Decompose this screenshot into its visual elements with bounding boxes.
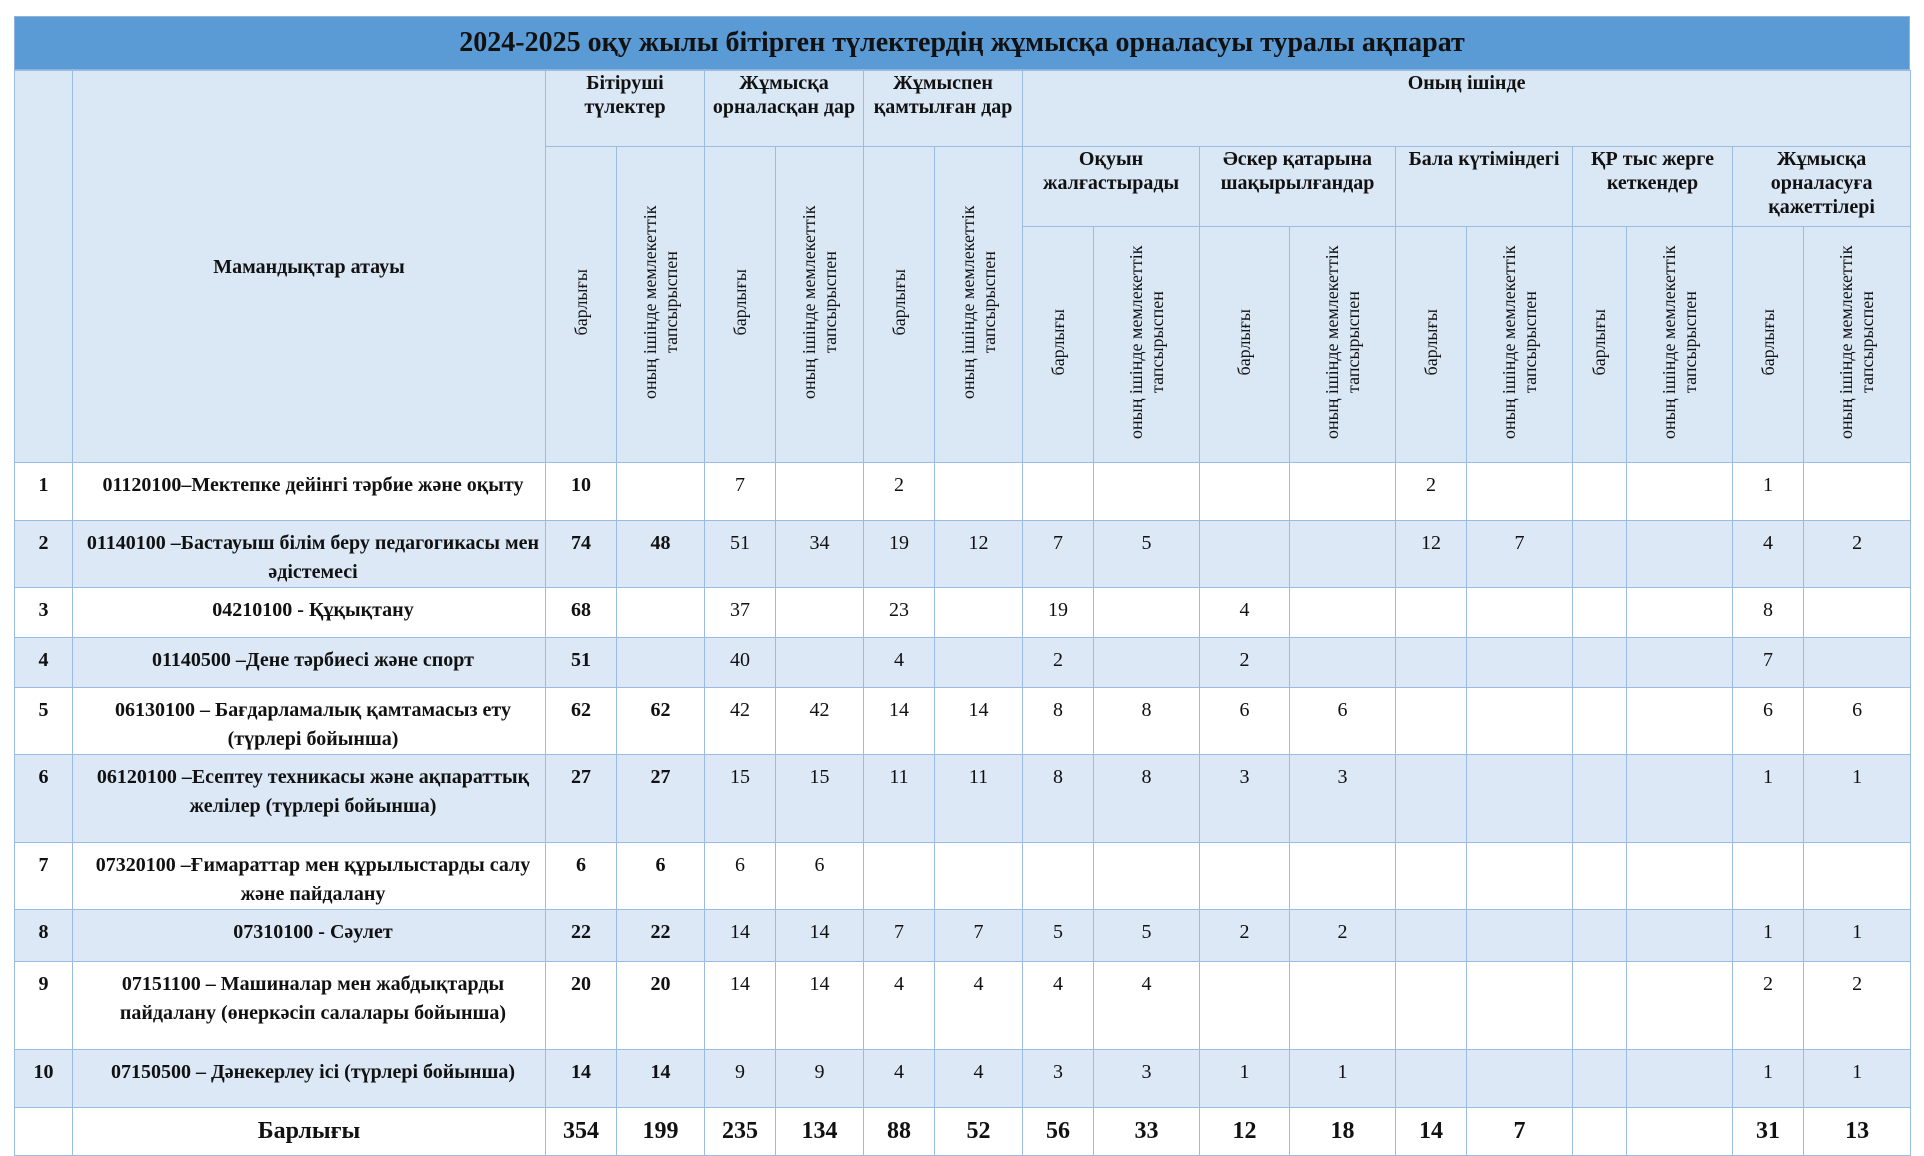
- table-cell: [776, 638, 864, 688]
- table-cell: 3: [1200, 755, 1290, 843]
- total-cell: 52: [935, 1108, 1023, 1156]
- table-cell: 14: [546, 1050, 617, 1108]
- table-cell: 9: [776, 1050, 864, 1108]
- table-cell: 74: [546, 521, 617, 588]
- table-cell: 7: [705, 463, 776, 521]
- table-cell: [617, 588, 705, 638]
- table-cell: 8: [1094, 688, 1200, 755]
- total-cell: 235: [705, 1108, 776, 1156]
- table-cell: [1467, 588, 1573, 638]
- table-row: [15, 755, 1911, 843]
- row-number: 5: [15, 688, 73, 755]
- header-continue-study: Оқуын жалғастырады: [1023, 147, 1200, 227]
- table-cell: 40: [705, 638, 776, 688]
- table-cell: [1467, 463, 1573, 521]
- table-row: [15, 962, 1911, 1050]
- table-cell: 7: [1733, 638, 1804, 688]
- header-need-employment-state: оның ішінде мемлекеттік тапсырыспен: [1804, 227, 1911, 463]
- table-cell: [1627, 638, 1733, 688]
- header-specialty: Мамандықтар атауы: [73, 71, 546, 463]
- table-cell: [1290, 588, 1396, 638]
- row-number: 1: [15, 463, 73, 521]
- table-body: [15, 463, 1911, 1156]
- table-cell: [1094, 638, 1200, 688]
- specialty-name: 07150500 – Дәнекерлеу ісі (түрлері бойынша): [73, 1050, 546, 1108]
- table-cell: 8: [1094, 755, 1200, 843]
- table-cell: 11: [864, 755, 935, 843]
- table-cell: [1467, 688, 1573, 755]
- header-graduates-state: оның ішінде мемлекеттік тапсырыспен: [617, 147, 705, 463]
- total-label: Барлығы: [73, 1108, 546, 1156]
- table-cell: [1094, 843, 1200, 910]
- table-cell: 48: [617, 521, 705, 588]
- table-cell: 2: [1804, 962, 1911, 1050]
- table-cell: 6: [705, 843, 776, 910]
- table-cell: [1094, 588, 1200, 638]
- table-cell: 62: [617, 688, 705, 755]
- header-childcare: Бала күтіміндегі: [1396, 147, 1573, 227]
- specialty-name: 01140100 –Бастауыш білім беру педагогикасы мен әдістемесі: [73, 521, 546, 588]
- table-cell: [1467, 962, 1573, 1050]
- table-cell: 2: [1396, 463, 1467, 521]
- row-number: 4: [15, 638, 73, 688]
- table-cell: 42: [776, 688, 864, 755]
- table-cell: [1627, 843, 1733, 910]
- table-cell: 7: [1467, 521, 1573, 588]
- table-cell: 6: [1200, 688, 1290, 755]
- table-cell: 27: [546, 755, 617, 843]
- table-cell: [1396, 588, 1467, 638]
- table-cell: [935, 843, 1023, 910]
- table-cell: 2: [1733, 962, 1804, 1050]
- table-cell: [1200, 521, 1290, 588]
- table-cell: 2: [1200, 910, 1290, 962]
- table-cell: [935, 638, 1023, 688]
- total-cell: 31: [1733, 1108, 1804, 1156]
- table-row: [15, 463, 1911, 521]
- table-cell: 14: [617, 1050, 705, 1108]
- header-employed-total: барлығы: [705, 147, 776, 463]
- header-continue-study-total: барлығы: [1023, 227, 1094, 463]
- table-cell: 14: [705, 962, 776, 1050]
- specialty-name: 06130100 – Бағдарламалық қамтамасыз ету (түрлері бойынша): [73, 688, 546, 755]
- table-cell: 15: [776, 755, 864, 843]
- table-cell: [1804, 638, 1911, 688]
- table-cell: 1: [1804, 755, 1911, 843]
- row-number: 7: [15, 843, 73, 910]
- table-row: [15, 843, 1911, 910]
- table-cell: [1627, 688, 1733, 755]
- table-cell: [1573, 588, 1627, 638]
- table-cell: [1573, 521, 1627, 588]
- table-cell: [1396, 688, 1467, 755]
- table-cell: 7: [935, 910, 1023, 962]
- table-cell: 37: [705, 588, 776, 638]
- table-cell: [1627, 755, 1733, 843]
- table-row: [15, 521, 1911, 588]
- table-cell: 19: [1023, 588, 1094, 638]
- table-cell: 1: [1733, 910, 1804, 962]
- table-cell: [1573, 638, 1627, 688]
- row-number: 2: [15, 521, 73, 588]
- total-cell: 56: [1023, 1108, 1094, 1156]
- header-need-employment: Жұмысқа орналасуға қажеттілері: [1733, 147, 1911, 227]
- table-cell: 3: [1094, 1050, 1200, 1108]
- total-cell: 13: [1804, 1108, 1911, 1156]
- table-cell: [1467, 843, 1573, 910]
- table-cell: 12: [935, 521, 1023, 588]
- table-cell: 2: [1804, 521, 1911, 588]
- header-employed-state: оның ішінде мемлекеттік тапсырыспен: [776, 147, 864, 463]
- table-cell: 20: [617, 962, 705, 1050]
- table-cell: [1573, 843, 1627, 910]
- table-cell: [1396, 843, 1467, 910]
- table-cell: 14: [776, 962, 864, 1050]
- table-cell: 19: [864, 521, 935, 588]
- table-cell: 6: [776, 843, 864, 910]
- table-cell: [1396, 638, 1467, 688]
- table-cell: 5: [1094, 521, 1200, 588]
- table-cell: 68: [546, 588, 617, 638]
- table-cell: [1573, 1050, 1627, 1108]
- total-row: [15, 1108, 1911, 1156]
- table-cell: 1: [1200, 1050, 1290, 1108]
- table-cell: [1573, 463, 1627, 521]
- header-need-employment-total: барлығы: [1733, 227, 1804, 463]
- table-cell: [1804, 463, 1911, 521]
- table-cell: 10: [546, 463, 617, 521]
- table-cell: 1: [1733, 1050, 1804, 1108]
- header-army-total: барлығы: [1200, 227, 1290, 463]
- table-cell: 4: [1023, 962, 1094, 1050]
- table-cell: 4: [1200, 588, 1290, 638]
- table-cell: 6: [1733, 688, 1804, 755]
- header-army: Әскер қатарына шақырылғандар: [1200, 147, 1396, 227]
- table-row: [15, 638, 1911, 688]
- table-cell: [1200, 843, 1290, 910]
- table-cell: 5: [1023, 910, 1094, 962]
- report-container: [14, 16, 1910, 1156]
- table-cell: 6: [546, 843, 617, 910]
- header-number: [15, 71, 73, 463]
- table-cell: [1200, 463, 1290, 521]
- total-cell: 88: [864, 1108, 935, 1156]
- table-cell: 1: [1804, 1050, 1911, 1108]
- table-cell: 1: [1290, 1050, 1396, 1108]
- table-cell: [1467, 910, 1573, 962]
- header-continue-study-state: оның ішінде мемлекеттік тапсырыспен: [1094, 227, 1200, 463]
- total-number: [15, 1108, 73, 1156]
- table-cell: [1023, 463, 1094, 521]
- table-cell: 9: [705, 1050, 776, 1108]
- header-abroad: ҚР тыс жерге кеткендер: [1573, 147, 1733, 227]
- row-number: 6: [15, 755, 73, 843]
- table-cell: 4: [1733, 521, 1804, 588]
- header-provided-state: оның ішінде мемлекеттік тапсырыспен: [935, 147, 1023, 463]
- table-cell: [1023, 843, 1094, 910]
- table-cell: [1467, 755, 1573, 843]
- table-cell: [1573, 910, 1627, 962]
- table-cell: [1467, 1050, 1573, 1108]
- table-row: [15, 1050, 1911, 1108]
- table-cell: [1396, 962, 1467, 1050]
- specialty-name: 01120100–Мектепке дейінгі тәрбие және оқыту: [73, 463, 546, 521]
- table-cell: [1290, 962, 1396, 1050]
- table-cell: 11: [935, 755, 1023, 843]
- table-cell: 5: [1094, 910, 1200, 962]
- table-cell: [776, 588, 864, 638]
- header-including: Оның ішінде: [1023, 71, 1911, 147]
- table-row: [15, 588, 1911, 638]
- total-cell: 18: [1290, 1108, 1396, 1156]
- total-cell: [1573, 1108, 1627, 1156]
- table-cell: [1804, 843, 1911, 910]
- table-cell: [1627, 1050, 1733, 1108]
- table-cell: 6: [1804, 688, 1911, 755]
- total-cell: 14: [1396, 1108, 1467, 1156]
- table-cell: 1: [1733, 755, 1804, 843]
- table-cell: [1396, 1050, 1467, 1108]
- specialty-name: 04210100 - Құқықтану: [73, 588, 546, 638]
- table-cell: [776, 463, 864, 521]
- table-cell: 4: [864, 1050, 935, 1108]
- specialty-name: 01140500 –Дене тәрбиесі және спорт: [73, 638, 546, 688]
- header-childcare-total: барлығы: [1396, 227, 1467, 463]
- table-cell: [1804, 588, 1911, 638]
- table-cell: [1573, 688, 1627, 755]
- table-cell: 22: [617, 910, 705, 962]
- row-number: 10: [15, 1050, 73, 1108]
- total-cell: 199: [617, 1108, 705, 1156]
- header-childcare-state: оның ішінде мемлекеттік тапсырыспен: [1467, 227, 1573, 463]
- table-cell: 4: [935, 962, 1023, 1050]
- header-graduates-total: барлығы: [546, 147, 617, 463]
- table-cell: 1: [1804, 910, 1911, 962]
- specialty-name: 06120100 –Есептеу техникасы және ақпараттық желілер (түрлері бойынша): [73, 755, 546, 843]
- header-army-state: оның ішінде мемлекеттік тапсырыспен: [1290, 227, 1396, 463]
- employment-table: [14, 70, 1911, 1156]
- table-cell: 4: [1094, 962, 1200, 1050]
- table-cell: [1290, 463, 1396, 521]
- table-cell: 51: [705, 521, 776, 588]
- total-cell: 7: [1467, 1108, 1573, 1156]
- report-title: 2024-2025 оқу жылы бітірген түлектердің жұмысқа орналасуы туралы ақпарат: [14, 16, 1910, 70]
- table-cell: 14: [705, 910, 776, 962]
- table-cell: 4: [864, 638, 935, 688]
- table-cell: 62: [546, 688, 617, 755]
- table-cell: [1627, 463, 1733, 521]
- table-cell: 3: [1290, 755, 1396, 843]
- table-cell: [1094, 463, 1200, 521]
- table-cell: [1573, 962, 1627, 1050]
- header-abroad-total: барлығы: [1573, 227, 1627, 463]
- table-cell: 7: [864, 910, 935, 962]
- specialty-name: 07151100 – Машиналар мен жабдықтарды пайдалану (өнеркәсіп салалары бойынша): [73, 962, 546, 1050]
- header-abroad-state: оның ішінде мемлекеттік тапсырыспен: [1627, 227, 1733, 463]
- table-cell: 51: [546, 638, 617, 688]
- table-cell: 8: [1733, 588, 1804, 638]
- table-cell: [1200, 962, 1290, 1050]
- table-cell: 22: [546, 910, 617, 962]
- table-cell: [617, 463, 705, 521]
- table-cell: 2: [1023, 638, 1094, 688]
- header-employed: Жұмысқа орналасқан дар: [705, 71, 864, 147]
- table-cell: 2: [1200, 638, 1290, 688]
- table-cell: [1733, 843, 1804, 910]
- table-cell: [1290, 638, 1396, 688]
- table-cell: 27: [617, 755, 705, 843]
- specialty-name: 07310100 - Сәулет: [73, 910, 546, 962]
- table-cell: [1396, 910, 1467, 962]
- table-cell: [864, 843, 935, 910]
- table-cell: 42: [705, 688, 776, 755]
- table-cell: 14: [776, 910, 864, 962]
- table-cell: [1627, 521, 1733, 588]
- table-cell: [935, 463, 1023, 521]
- table-cell: [935, 588, 1023, 638]
- header-graduates: Бітіруші түлектер: [546, 71, 705, 147]
- table-cell: 15: [705, 755, 776, 843]
- table-cell: [1396, 755, 1467, 843]
- table-cell: 12: [1396, 521, 1467, 588]
- header-provided-total: барлығы: [864, 147, 935, 463]
- table-cell: 8: [1023, 688, 1094, 755]
- table-cell: [1627, 588, 1733, 638]
- table-cell: 14: [935, 688, 1023, 755]
- table-cell: 3: [1023, 1050, 1094, 1108]
- table-cell: 4: [864, 962, 935, 1050]
- table-cell: [1467, 638, 1573, 688]
- total-cell: 354: [546, 1108, 617, 1156]
- row-number: 3: [15, 588, 73, 638]
- table-cell: 4: [935, 1050, 1023, 1108]
- table-cell: 14: [864, 688, 935, 755]
- table-cell: 34: [776, 521, 864, 588]
- specialty-name: 07320100 –Ғимараттар мен құрылыстарды салу және пайдалану: [73, 843, 546, 910]
- total-cell: [1627, 1108, 1733, 1156]
- table-cell: [1290, 521, 1396, 588]
- table-cell: 1: [1733, 463, 1804, 521]
- table-cell: [1627, 962, 1733, 1050]
- total-cell: 134: [776, 1108, 864, 1156]
- table-cell: 23: [864, 588, 935, 638]
- table-cell: [1290, 843, 1396, 910]
- table-cell: 7: [1023, 521, 1094, 588]
- table-cell: [1627, 910, 1733, 962]
- row-number: 8: [15, 910, 73, 962]
- table-cell: 20: [546, 962, 617, 1050]
- table-cell: [617, 638, 705, 688]
- table-cell: 2: [864, 463, 935, 521]
- row-number: 9: [15, 962, 73, 1050]
- table-row: [15, 688, 1911, 755]
- table-cell: 6: [617, 843, 705, 910]
- total-cell: 33: [1094, 1108, 1200, 1156]
- total-cell: 12: [1200, 1108, 1290, 1156]
- table-cell: 8: [1023, 755, 1094, 843]
- table-cell: [1573, 755, 1627, 843]
- header-provided: Жұмыспен қамтылған дар: [864, 71, 1023, 147]
- table-cell: 2: [1290, 910, 1396, 962]
- table-row: [15, 910, 1911, 962]
- table-cell: 6: [1290, 688, 1396, 755]
